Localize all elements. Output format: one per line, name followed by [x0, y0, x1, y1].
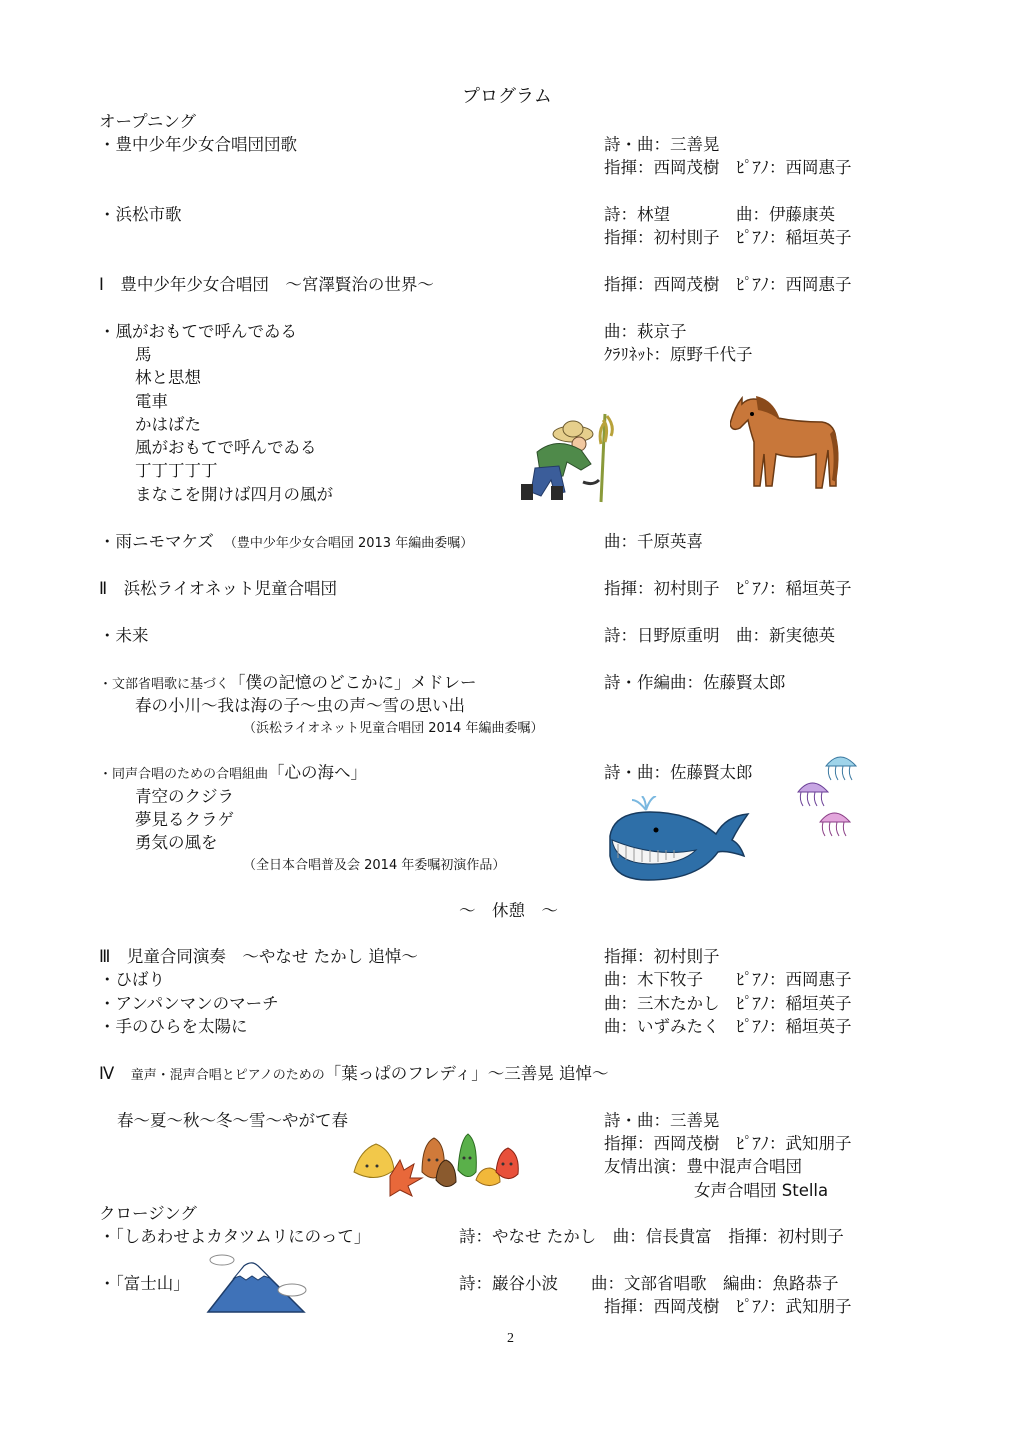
opening-heading: オープニング — [99, 112, 197, 131]
song-credit: 曲：いずみたく ﾋﾟｱﾉ：稲垣英子 — [604, 1017, 852, 1036]
song-credit: 詩・曲：三善晃 — [604, 135, 720, 154]
section-heading: Ⅱ 浜松ライオネット児童合唱団 — [99, 579, 337, 598]
movement: 春～夏～秋～冬～雪～やがて春 — [117, 1111, 348, 1130]
section-credit: 指揮：西岡茂樹 ﾋﾟｱﾉ：西岡惠子 — [604, 275, 852, 294]
song-credit: 詩・曲：佐藤賢太郎 — [604, 763, 753, 782]
guest-credit: 友情出演：豊中混声合唱団 — [604, 1157, 802, 1176]
mount-fuji-illustration — [204, 1250, 312, 1316]
movement: かはばた — [135, 415, 201, 434]
song-credit: 詩：林望 曲：伊藤康英 — [604, 205, 835, 224]
farmer-illustration — [515, 412, 615, 504]
song-title: ・文部省唱歌に基づく「僕の記憶のどこかに」メドレー — [99, 673, 477, 692]
commission-note: （全日本合唱普及会 2014 年委嘱初演作品） — [243, 858, 506, 873]
song-credit: 指揮：西岡茂樹 ﾋﾟｱﾉ：西岡惠子 — [604, 158, 852, 177]
section-credit: 指揮：初村則子 ﾋﾟｱﾉ：稲垣英子 — [604, 579, 852, 598]
song-credit: 曲：木下牧子 ﾋﾟｱﾉ：西岡惠子 — [604, 970, 852, 989]
song-credit: 指揮：初村則子 ﾋﾟｱﾉ：稲垣英子 — [604, 228, 852, 247]
jellyfish-illustration — [796, 750, 862, 844]
movement: 夢見るクラゲ — [135, 810, 234, 829]
commission-note: （浜松ライオネット児童合唱団 2014 年編曲委嘱） — [243, 721, 544, 736]
movement: まなこを開けば四月の風が — [135, 485, 333, 504]
leaves-illustration — [350, 1132, 522, 1198]
song-credit: 指揮：西岡茂樹 ﾋﾟｱﾉ：武知朋子 — [604, 1134, 852, 1153]
song-credit: 詩・曲：三善晃 — [604, 1111, 720, 1130]
song-credit: 曲：千原英喜 — [604, 532, 703, 551]
movement: 馬 — [135, 345, 152, 364]
section-credit: 指揮：初村則子 — [604, 947, 720, 966]
movement: 林と思想 — [135, 368, 201, 387]
song-credit: 詩：日野原重明 曲：新実徳英 — [604, 626, 835, 645]
movement: 春の小川～我は海の子～虫の声～雪の思い出 — [135, 696, 465, 715]
page-number: 2 — [507, 1331, 514, 1346]
page-title: プログラム — [462, 86, 552, 107]
song-title: ・「富士山」 — [99, 1274, 190, 1293]
song-title: ・風がおもてで呼んでゐる — [99, 322, 297, 341]
song-title: ・「しあわせよカタツムリにのって」 — [99, 1227, 371, 1246]
song-credit: 詩：巌谷小波 曲：文部省唱歌 編曲：魚路恭子 — [459, 1274, 839, 1293]
movement: 勇気の風を — [135, 833, 218, 852]
song-title: ・手のひらを太陽に — [99, 1017, 248, 1036]
whale-illustration — [606, 796, 752, 884]
section-heading: Ⅲ 児童合同演奏 ～やなせ たかし 追悼～ — [99, 947, 418, 966]
song-credit: 詩・作編曲：佐藤賢太郎 — [604, 673, 786, 692]
movement: 電車 — [135, 392, 168, 411]
movement: 丁丁丁丁丁 — [135, 461, 218, 480]
movement: 青空のクジラ — [135, 787, 234, 806]
closing-heading: クロージング — [99, 1204, 197, 1223]
movement: 風がおもてで呼んでゐる — [135, 438, 317, 457]
song-title: ・浜松市歌 — [99, 205, 182, 224]
song-credit: 曲：三木たかし ﾋﾟｱﾉ：稲垣英子 — [604, 994, 852, 1013]
song-credit: 曲：萩京子 — [604, 322, 687, 341]
song-credit: 詩：やなせ たかし 曲：信長貴富 指揮：初村則子 — [459, 1227, 844, 1246]
song-title: ・ひばり — [99, 970, 165, 989]
horse-illustration — [730, 392, 842, 504]
song-title: ・雨ニモマケズ （豊中少年少女合唱団 2013 年編曲委嘱） — [99, 532, 474, 551]
intermission-label: ～ 休憩 ～ — [459, 901, 558, 920]
song-title: ・豊中少年少女合唱団団歌 — [99, 135, 297, 154]
song-title: ・同声合唱のための合唱組曲「心の海へ」 — [99, 763, 368, 782]
guest-credit: 女声合唱団 Stella — [694, 1181, 829, 1200]
section-heading: Ⅳ 童声・混声合唱とピアノのための「葉っぱのフレディ」～三善晃 追悼～ — [99, 1064, 609, 1083]
song-title: ・未来 — [99, 626, 149, 645]
section-heading: Ⅰ 豊中少年少女合唱団 ～宮澤賢治の世界～ — [99, 275, 434, 294]
song-credit: ｸﾗﾘﾈｯﾄ：原野千代子 — [604, 345, 753, 364]
song-title: ・アンパンマンのマーチ — [99, 994, 279, 1013]
song-credit: 指揮：西岡茂樹 ﾋﾟｱﾉ：武知朋子 — [604, 1297, 852, 1316]
